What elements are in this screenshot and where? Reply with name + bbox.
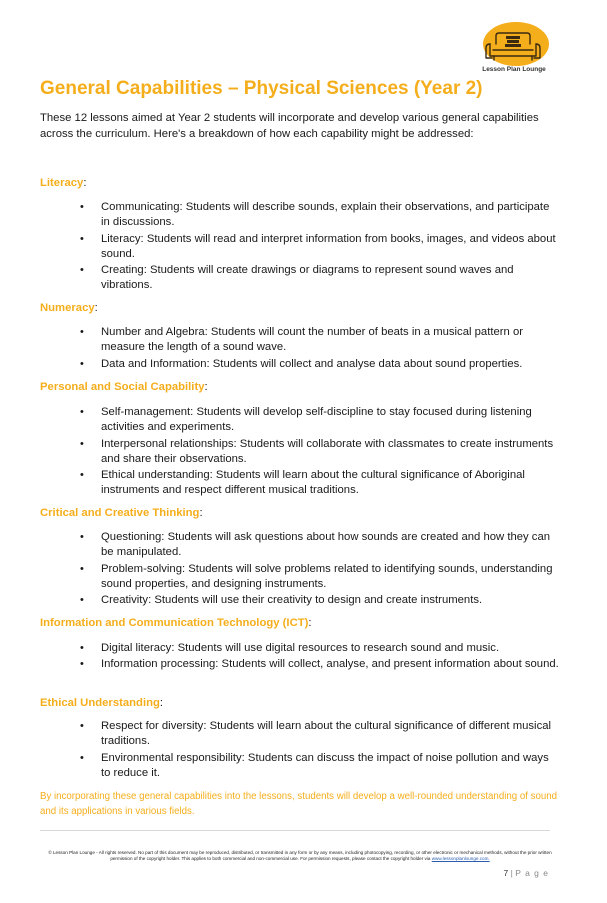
- section-heading-personal-social: [40, 380, 208, 395]
- bullet-list-critical-creative: [80, 530, 559, 609]
- section-heading-text: Numeracy: [40, 302, 95, 314]
- bullet-list-literacy: [80, 200, 559, 295]
- footer-divider: [40, 830, 550, 831]
- section-heading-text: Information and Communication Technology (ICT): [40, 617, 309, 629]
- bullet-icon: •: [80, 531, 84, 543]
- page-number: [504, 868, 550, 878]
- list-item: [80, 437, 559, 468]
- section-heading-ethical: [40, 696, 163, 711]
- bullet-icon: •: [80, 437, 84, 450]
- list-item: [80, 641, 559, 656]
- section-heading-ict: [40, 616, 312, 631]
- section-heading-text: Literacy: [40, 177, 84, 189]
- section-heading-text: Critical and Creative Thinking: [40, 507, 200, 519]
- section-heading-numeracy: [40, 301, 98, 316]
- section-heading-colon: :: [199, 507, 203, 519]
- list-item-text: Respect for diversity: Students will learn about the cultural significance of different musical traditions.: [101, 720, 552, 748]
- bullet-icon: •: [80, 406, 84, 418]
- list-item: [80, 357, 559, 372]
- website-link[interactable]: www.lessonplanlounge.com.: [431, 856, 490, 861]
- list-item-text: Problem-solving: Students will solve problems related to identifying sounds, understanding sound properties, and designing instruments.: [101, 562, 553, 590]
- list-item-text: Data and Information: Students will collect and analyse data about sound properties.: [101, 357, 523, 370]
- page-number-value: 7: [503, 868, 509, 878]
- section-heading-colon: :: [83, 177, 87, 189]
- section-heading-colon: :: [308, 617, 312, 629]
- bullet-icon: •: [80, 232, 84, 245]
- bullet-icon: •: [80, 658, 84, 671]
- page-separator: |: [510, 868, 513, 878]
- bullet-icon: •: [80, 326, 84, 338]
- list-item-text: Questioning: Students will ask questions about how sounds are created and how they can be manipulated.: [101, 531, 551, 559]
- bullet-list-ethical: [80, 719, 559, 782]
- bullet-icon: •: [80, 751, 84, 764]
- bullet-icon: •: [80, 264, 84, 277]
- section-heading-text: Ethical Understanding: [40, 697, 160, 709]
- list-item: [80, 200, 559, 231]
- section-heading-literacy: [40, 176, 86, 191]
- list-item-text: Communicating: Students will describe sounds, explain their observations, and participate in discussions.: [101, 201, 550, 229]
- list-item: [80, 657, 559, 672]
- section-heading-colon: :: [204, 381, 208, 393]
- list-item-text: Creating: Students will create drawings or diagrams to represent sound waves and vibrations.: [101, 264, 514, 292]
- bullet-icon: •: [80, 594, 84, 607]
- section-heading-colon: :: [94, 302, 98, 314]
- logo-brand-name: Lesson Plan Lounge: [482, 66, 546, 73]
- bullet-icon: •: [80, 642, 84, 654]
- bullet-list-numeracy: [80, 325, 559, 373]
- list-item-text: Information processing: Students will collect, analyse, and present information about sound.: [101, 658, 559, 671]
- bullet-list-personal-social: [80, 405, 559, 500]
- list-item: [80, 468, 559, 499]
- list-item-text: Interpersonal relationships: Students will collaborate with classmates to create instruments and share their observations.: [101, 437, 554, 465]
- bullet-icon: •: [80, 562, 84, 575]
- copyright-notice: [40, 850, 560, 862]
- list-item: [80, 405, 559, 436]
- page-label: P a g e: [515, 868, 549, 878]
- list-item: [80, 232, 559, 263]
- closing-paragraph: By incorporating these general capabilities into the lessons, students will develop a well-rounded understanding of sound and its applications in various fields.: [40, 791, 557, 817]
- bullet-icon: •: [80, 201, 84, 213]
- list-item-text: Self-management: Students will develop self-discipline to stay focused during listening activities and experiments.: [101, 406, 532, 434]
- bullet-icon: •: [80, 469, 84, 482]
- list-item-text: Creativity: Students will use their creativity to design and create instruments.: [101, 594, 483, 607]
- list-item: [80, 530, 559, 561]
- copyright-text: © Lesson Plan Lounge - All rights reserved. No part of this document may be reproduced, distributed, or transmitted in any form or by any means, including photocopying, recording, or other electronic or mechanical methods, without the prior written permission of the copyright holder. This applies to both commercial and non-commercial use. For permission requests, please contact the copyright holder via: [48, 850, 552, 861]
- list-item: [80, 719, 559, 750]
- bullet-icon: •: [80, 720, 84, 732]
- list-item-text: Digital literacy: Students will use digital resources to research sound and music.: [101, 642, 500, 654]
- intro-paragraph: These 12 lessons aimed at Year 2 students will incorporate and develop various general capabilities across the curriculum. Here's a breakdown of how each capability might be addressed:: [40, 112, 539, 140]
- list-item: [80, 562, 559, 593]
- page-title: General Capabilities – Physical Sciences (Year 2): [40, 78, 483, 99]
- section-heading-text: Personal and Social Capability: [40, 381, 205, 393]
- list-item-text: Environmental responsibility: Students can discuss the impact of noise pollution and ways to reduce it.: [101, 751, 549, 779]
- list-item-text: Number and Algebra: Students will count the number of beats in a musical pattern or measure the length of a sound wave.: [101, 326, 523, 354]
- list-item: [80, 325, 559, 356]
- list-item: [80, 751, 559, 782]
- section-heading-colon: :: [159, 697, 164, 709]
- bullet-icon: •: [80, 357, 84, 370]
- list-item-text: Literacy: Students will read and interpret information from books, images, and videos about sound.: [101, 232, 556, 260]
- bullet-list-ict: [80, 641, 559, 674]
- list-item-text: Ethical understanding: Students will learn about the cultural significance of Aboriginal instruments and respect different musical traditions.: [101, 469, 525, 497]
- section-heading-critical-creative: [40, 506, 203, 521]
- list-item: [80, 593, 559, 608]
- list-item: [80, 263, 559, 294]
